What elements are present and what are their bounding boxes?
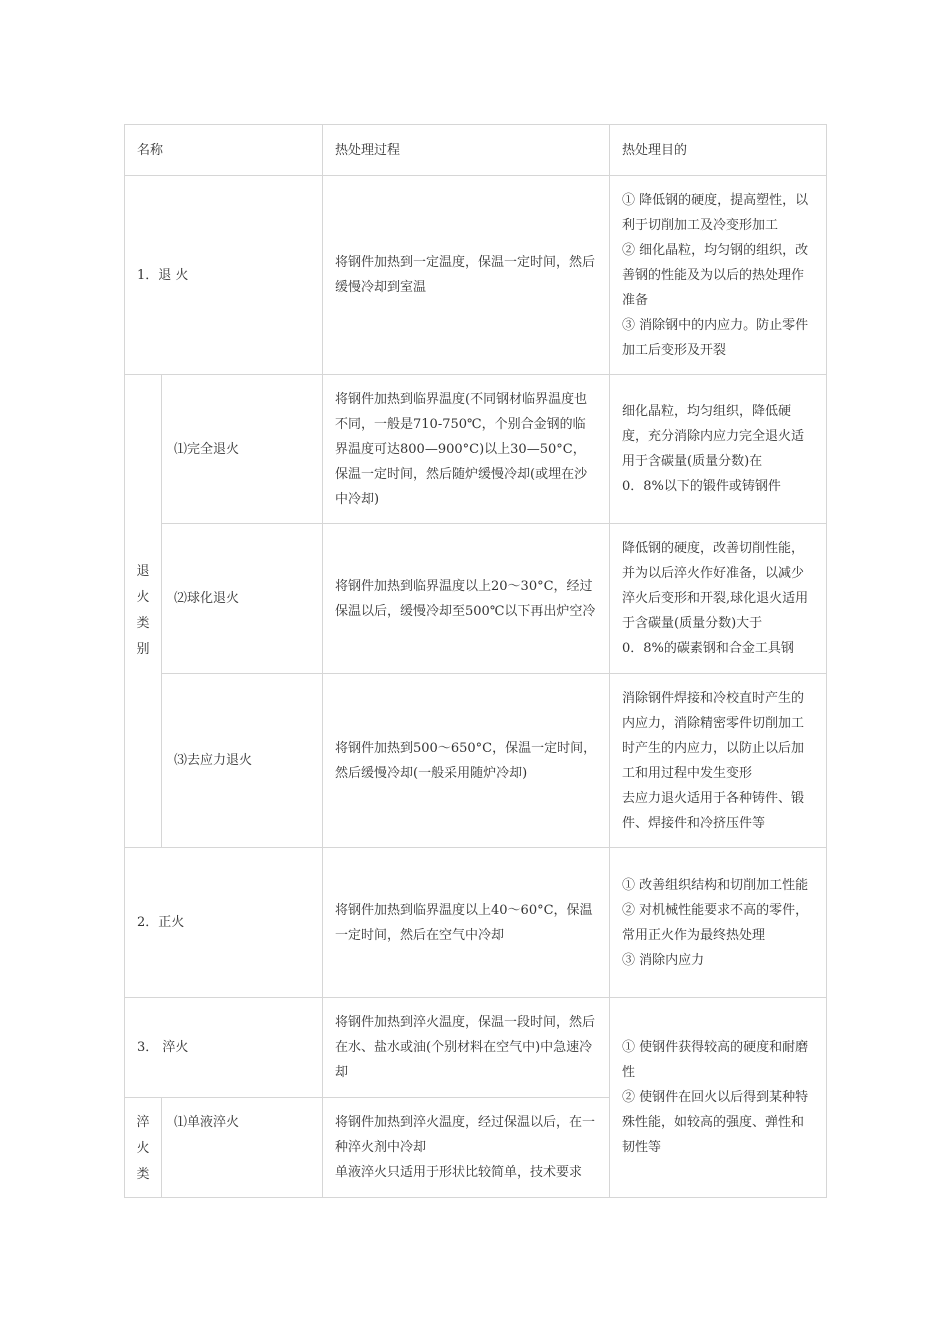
annealing-process: 将钢件加热到一定温度，保温一定时间，然后缓慢冷却到室温: [323, 176, 610, 375]
annealing-purpose: ① 降低钢的硬度，提高塑性，以利于切削加工及冷变形加工 ② 细化晶粒，均匀钢的组织，改善钢的性能及为以后的热处理作准备 ③ 消除钢中的内应力。防止零件加工后变形及开裂: [610, 176, 827, 375]
header-name: 名称: [125, 125, 323, 176]
heat-treatment-table: [124, 124, 827, 1198]
spheroidizing-purpose: 降低钢的硬度，改善切削性能，并为以后淬火作好准备，以减少淬火后变形和开裂,球化退火适用于含碳量(质量分数)大于 0．8%的碳素钢和合金工具钢: [610, 524, 827, 674]
quenching-name: 3． 淬火: [125, 998, 323, 1098]
spheroidizing-row: [125, 524, 827, 674]
header-purpose: 热处理目的: [610, 125, 827, 176]
stress-relief-purpose: 消除钢件焊接和冷校直时产生的内应力，消除精密零件切削加工时产生的内应力，以防止以后加工和用过程中发生变形 去应力退火适用于各种铸件、锻件、焊接件和冷挤压件等: [610, 674, 827, 848]
normalizing-process: 将钢件加热到临界温度以上40～60°C，保温一定时间，然后在空气中冷却: [323, 848, 610, 998]
normalizing-name: 2．正火: [125, 848, 323, 998]
quenching-purpose: ① 使钢件获得较高的硬度和耐磨性 ② 使钢件在回火以后得到某种特殊性能，如较高的强度、弹性和韧性等: [610, 998, 827, 1198]
header-row: [125, 125, 827, 176]
normalizing-row: [125, 848, 827, 998]
full-annealing-process: 将钢件加热到临界温度(不同钢材临界温度也不同，一般是710-750℃，个别合金钢的临界温度可达800—900°C)以上30—50°C，保温一定时间，然后随炉缓慢冷却(或埋在沙中冷却): [323, 375, 610, 524]
quenching-process: 将钢件加热到淬火温度，保温一段时间，然后在水、盐水或油(个别材料在空气中)中急速冷却: [323, 998, 610, 1098]
single-liquid-process: 将钢件加热到淬火温度，经过保温以后，在一种淬火剂中冷却 单液淬火只适用于形状比较简单，技术要求: [323, 1098, 610, 1198]
spheroidizing-process: 将钢件加热到临界温度以上20～30°C，经过保温以后，缓慢冷却至500℃以下再出炉空冷: [323, 524, 610, 674]
quenching-category-cell: [125, 1098, 162, 1198]
stress-relief-name: ⑶去应力退火: [162, 674, 323, 848]
annealing-row: [125, 176, 827, 375]
full-annealing-purpose: 细化晶粒，均匀组织，降低硬度，充分消除内应力完全退火适用于含碳量(质量分数)在 0．8%以下的锻件或铸钢件: [610, 375, 827, 524]
full-annealing-row: [125, 375, 827, 524]
stress-relief-process: 将钢件加热到500～650°C，保温一定时间，然后缓慢冷却(一般采用随炉冷却): [323, 674, 610, 848]
annealing-category-label: 退火类别: [136, 564, 150, 657]
normalizing-purpose: ① 改善组织结构和切削加工性能 ② 对机械性能要求不高的零件，常用正火作为最终热处理 ③ 消除内应力: [610, 848, 827, 998]
quenching-category-label: 淬火类: [136, 1115, 150, 1182]
full-annealing-name: ⑴完全退火: [162, 375, 323, 524]
quenching-row: [125, 998, 827, 1098]
annealing-category-cell: [125, 375, 162, 848]
single-liquid-name: ⑴单液淬火: [162, 1098, 323, 1198]
annealing-name: 1．退 火: [125, 176, 323, 375]
header-process: 热处理过程: [323, 125, 610, 176]
spheroidizing-name: ⑵球化退火: [162, 524, 323, 674]
stress-relief-row: [125, 674, 827, 848]
